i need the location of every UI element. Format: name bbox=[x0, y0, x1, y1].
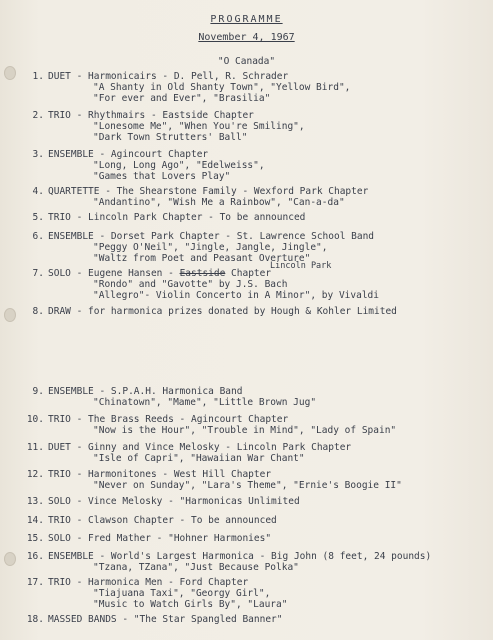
item-title: ENSEMBLE - Agincourt Chapter bbox=[48, 149, 209, 160]
item-number: 4. bbox=[32, 186, 44, 197]
item-title: ENSEMBLE - Dorset Park Chapter - St. Lawrence School Band bbox=[48, 231, 375, 242]
programme-date: November 4, 1967 bbox=[198, 32, 295, 43]
item-line: "Games that Lovers Play" bbox=[93, 171, 231, 182]
item-line: "Peggy O'Neil", "Jingle, Jangle, Jingle", bbox=[93, 242, 328, 253]
item-line: "Long, Long Ago", "Edelweiss", bbox=[93, 160, 265, 171]
item-number: 3. bbox=[32, 149, 44, 160]
item-title: SOLO - Eugene Hansen - Eastside Chapter bbox=[48, 268, 272, 279]
item-title: DUET - Ginny and Vince Melosky - Lincoln Park Chapter bbox=[48, 442, 352, 453]
item-number: 18. bbox=[26, 614, 44, 625]
item-number: 1. bbox=[32, 71, 44, 82]
item-number: 13. bbox=[26, 496, 44, 507]
item-title: TRIO - The Brass Reeds - Agincourt Chapter bbox=[48, 414, 289, 425]
handwritten-correction: Lincoln Park bbox=[270, 261, 332, 271]
item-line: "Tiajuana Taxi", "Georgy Girl", bbox=[93, 588, 271, 599]
item-line: "Never on Sunday", "Lara's Theme", "Ernie's Boogie II" bbox=[93, 480, 402, 491]
item-line: "Waltz from Poet and Peasant Overture" bbox=[93, 253, 311, 264]
item-line: "Tzana, TZana", "Just Because Polka" bbox=[93, 562, 299, 573]
item-number: 9. bbox=[32, 386, 44, 397]
item-title: SOLO - Fred Mather - "Hohner Harmonies" bbox=[48, 533, 272, 544]
item-number: 14. bbox=[26, 515, 44, 526]
item-number: 7. bbox=[32, 268, 44, 279]
punch-hole bbox=[4, 552, 16, 566]
struck-text: Eastside bbox=[179, 268, 226, 279]
punch-hole bbox=[4, 308, 16, 322]
item-line: "A Shanty in Old Shanty Town", "Yellow Bird", bbox=[93, 82, 351, 93]
item-title: ENSEMBLE - World's Largest Harmonica - Big John (8 feet, 24 pounds) bbox=[48, 551, 432, 562]
item-line: "For ever and Ever", "Brasilia" bbox=[93, 93, 271, 104]
item-line: "Andantino", "Wish Me a Rainbow", "Can-a-da" bbox=[93, 197, 345, 208]
item-line: "Music to Watch Girls By", "Laura" bbox=[93, 599, 288, 610]
item-title: TRIO - Harmonica Men - Ford Chapter bbox=[48, 577, 249, 588]
item-line: "Isle of Capri", "Hawaiian War Chant" bbox=[93, 453, 305, 464]
item-number: 16. bbox=[26, 551, 44, 562]
item-number: 12. bbox=[26, 469, 44, 480]
item-title: TRIO - Lincoln Park Chapter - To be announced bbox=[48, 212, 306, 223]
item-line: "Now is the Hour", "Trouble in Mind", "Lady of Spain" bbox=[93, 425, 397, 436]
item-title: DUET - Harmonicairs - D. Pell, R. Schrader bbox=[48, 71, 289, 82]
item-title: TRIO - Harmonitones - West Hill Chapter bbox=[48, 469, 272, 480]
item-line: "Rondo" and "Gavotte" by J.S. Bach bbox=[93, 279, 288, 290]
item-title: MASSED BANDS - "The Star Spangled Banner" bbox=[48, 614, 283, 625]
item-title: DRAW - for harmonica prizes donated by Hough & Kohler Limited bbox=[48, 306, 397, 317]
item-number: 5. bbox=[32, 212, 44, 223]
item-number: 2. bbox=[32, 110, 44, 121]
item-number: 17. bbox=[26, 577, 44, 588]
item-title: SOLO - Vince Melosky - "Harmonicas Unlimited bbox=[48, 496, 300, 507]
item-title: TRIO - Rhythmairs - Eastside Chapter bbox=[48, 110, 254, 121]
item-line: "Allegro"- Violin Concerto in A Minor", by Vivaldi bbox=[93, 290, 379, 301]
item-number: 15. bbox=[26, 533, 44, 544]
item-line: "Dark Town Strutters' Ball" bbox=[93, 132, 248, 143]
opening-anthem: "O Canada" bbox=[217, 56, 276, 67]
item-number: 8. bbox=[32, 306, 44, 317]
page-title: PROGRAMME bbox=[210, 14, 283, 25]
item-line: "Lonesome Me", "When You're Smiling", bbox=[93, 121, 305, 132]
item-title: TRIO - Clawson Chapter - To be announced bbox=[48, 515, 277, 526]
item-title: QUARTETTE - The Shearstone Family - Wexford Park Chapter bbox=[48, 186, 369, 197]
punch-hole bbox=[4, 66, 16, 80]
item-number: 11. bbox=[26, 442, 44, 453]
item-line: "Chinatown", "Mame", "Little Brown Jug" bbox=[93, 397, 317, 408]
item-number: 6. bbox=[32, 231, 44, 242]
item-title: ENSEMBLE - S.P.A.H. Harmonica Band bbox=[48, 386, 243, 397]
item-number: 10. bbox=[26, 414, 44, 425]
